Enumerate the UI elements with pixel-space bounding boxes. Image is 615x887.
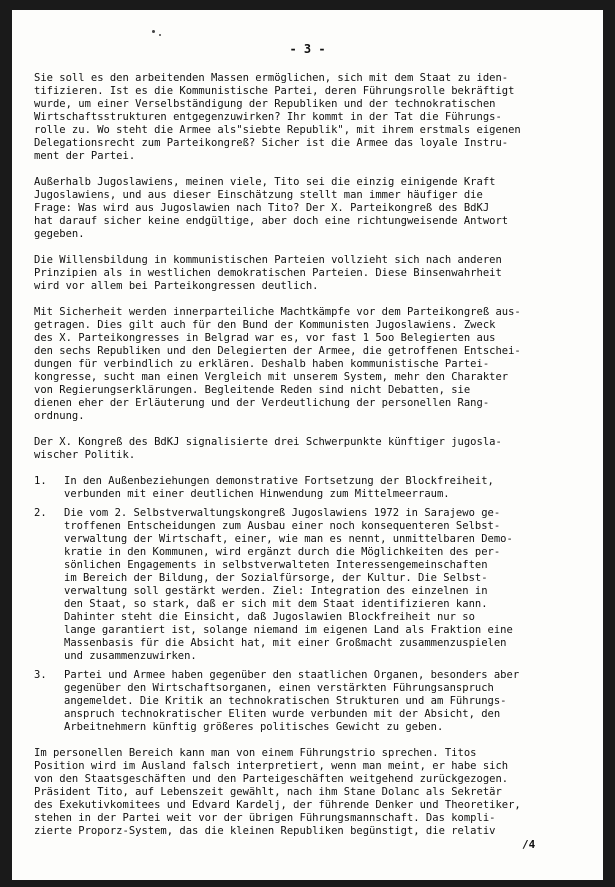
list-text: Partei und Armee haben gegenüber den staatlichen Organen, besonders aber gegenüber den Wirtschaftsorganen, einen verstärkten Führungsanspruch angemeldet. Die Kritik an technokratischen Strukturen und am Führungs- anspruch technokratischer Eliten wurde verbunden mit der Absicht, den Arbeitnehmern künftig größeres politisches Gewicht zu geben. (64, 669, 520, 733)
list-item (34, 475, 590, 501)
list-number: 1. (34, 475, 47, 487)
paragraph: Die Willensbildung in kommunistischen Parteien vollzieht sich nach anderen Prinzipien als in westlichen demokratischen Parteien. Diese Binsenwahrheit wird vor allem bei Parteikongressen deutlich. (34, 254, 502, 292)
document-body (34, 72, 590, 851)
list-item (34, 669, 590, 734)
page-number: - 3 - (289, 42, 326, 56)
closing-paragraph: Im personellen Bereich kann man von einem Führungstrio sprechen. Titos Position wird im Ausland falsch interpretiert, wenn man meint, er habe sich von den Staatsgeschäften und den Parteigeschäften weitgehend zurückgezogen. Präsident Tito, auf Lebenszeit gewählt, nach ihm Stane Dolanc als Sekretär des Exekutivkomitees und Edvard Kardelj, der führende Denker und Theoretiker, stehen in der Partei weit vor der übrigen Führungsmannschaft. Das kompli- zierte Proporz-System, das die kleinen Republiken begünstigt, die relativ (34, 747, 521, 837)
scan-speck (159, 34, 161, 36)
paragraph: Mit Sicherheit werden innerparteiliche Machtkämpfe vor dem Parteikongreß aus- getragen. Dies gilt auch für den Bund der Kommunisten Jugoslawiens. Zweck des X. Parteikongresses in Belgrad war es, vor fast 1 5oo Belegierten aus den sechs Republiken und den Delegierten der Armee, die getroffenen Entschei- dungen für verbindlich zu erklären. Deshalb haben kommunistische Partei- kongresse, sucht man einen Vergleich mit unserem System, mehr den Charakter von Regierungserklärungen. Begleitende Reden sind nicht Debatten, sie dienen eher der Erläuterung und der Verdeutlichung der personellen Rang- ordnung. (34, 306, 521, 422)
paragraph: Der X. Kongreß des BdKJ signalisierte drei Schwerpunkte künftiger jugosla- wischer Politik. (34, 436, 502, 461)
scan-speck (152, 30, 155, 33)
page-continuation-marker: /4 (522, 838, 536, 851)
numbered-list (34, 475, 590, 734)
list-text: Die vom 2. Selbstverwaltungskongreß Jugoslawiens 1972 in Sarajewo ge- troffenen Entscheidungen zum Ausbau einer noch konsequenteren Selbst- verwaltung der Wirtschaft, einer, wie man es nennt, unmittelbaren Demo- kratie in den Kommunen, wird ergänzt durch die Möglichkeiten des per- sönlichen Engagements in selbstverwalteten Interessengemeinschaften im Bereich der Bildung, der Sozialfürsorge, der Kultur. Die Selbst- verwaltung soll gestärkt werden. Ziel: Integration des einzelnen in den Staat, so stark, daß er sich mit dem Staat identifizieren kann. Dahinter steht die Einsicht, daß Jugoslawien Blockfreiheit nur so lange garantiert ist, solange niemand im eigenen Land als Fraktion eine Massenbasis für die Absicht hat, mit einer Großmacht zusammenzuspielen und zusammenzuwirken. (64, 507, 513, 662)
list-number: 3. (34, 669, 47, 681)
list-number: 2. (34, 507, 47, 519)
list-item (34, 507, 590, 663)
document-page (12, 10, 603, 880)
paragraph: Sie soll es den arbeitenden Massen ermöglichen, sich mit dem Staat zu iden- tifizieren. Ist es die Kommunistische Partei, deren Führungsrolle bekräftigt wurde, um einer Verselbständigung der Republiken und der technokratischen Wirtschaftsstrukturen entgegenzuwirken? Ihr kommt in der Tat die Führungs- rolle zu. Wo steht die Armee als"siebte Republik", mit ihrem erstmals eigenen Delegationsrecht zum Parteikongreß? Sicher ist die Armee das loyale Instru- ment der Partei. (34, 72, 521, 162)
paragraph: Außerhalb Jugoslawiens, meinen viele, Tito sei die einzig einigende Kraft Jugoslawiens, und aus dieser Einschätzung stellt man immer häufiger die Frage: Was wird aus Jugoslawien nach Tito? Der X. Parteikongreß des BdKJ hat darauf sicher keine endgültige, aber doch eine richtungweisende Antwort gegeben. (34, 176, 509, 240)
list-text: In den Außenbeziehungen demonstrative Fortsetzung der Blockfreiheit, verbunden mit einer deutlichen Hinwendung zum Mittelmeerraum. (64, 475, 494, 500)
